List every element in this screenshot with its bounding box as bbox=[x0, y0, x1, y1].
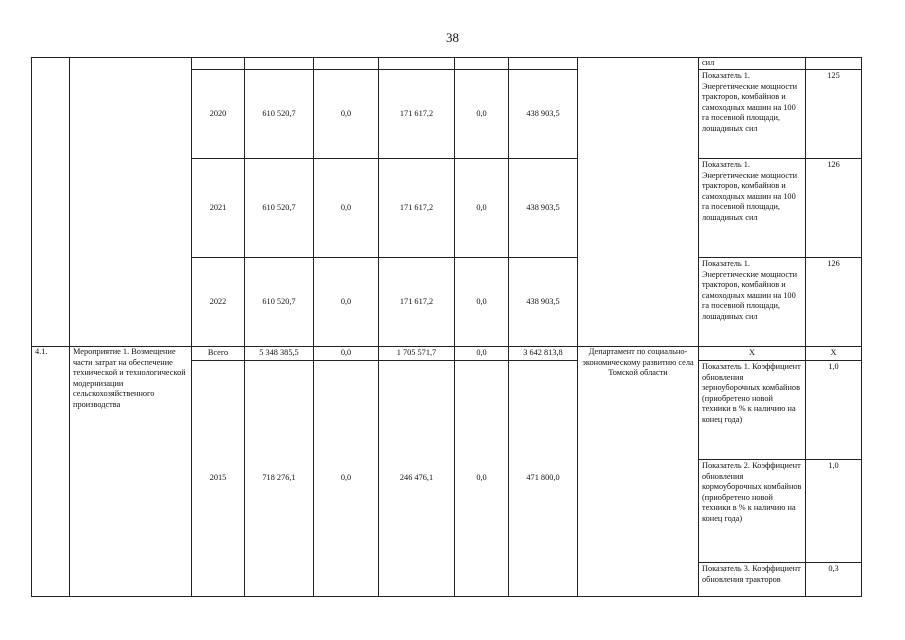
regional-cell: 246 476,1 bbox=[379, 361, 455, 597]
indicator-cell: Х bbox=[699, 347, 806, 361]
value-cell: 0,3 bbox=[806, 563, 862, 597]
value-cell: 126 bbox=[806, 159, 862, 258]
value-cell: Х bbox=[806, 347, 862, 361]
extra-cell: 3 642 813,8 bbox=[509, 347, 578, 361]
regional-cell: 171 617,2 bbox=[379, 258, 455, 347]
program-table bbox=[31, 57, 862, 597]
table-row bbox=[32, 58, 862, 70]
responsible-cell bbox=[578, 58, 699, 347]
local-cell: 0,0 bbox=[455, 347, 509, 361]
measure-name-cell bbox=[70, 58, 192, 347]
responsible-department: Департамент по социально-экономическому развитию села Томской области bbox=[578, 347, 699, 597]
total-cell: 718 276,1 bbox=[245, 361, 314, 597]
indicator-cell: Показатель 1. Энергетические мощности тракторов, комбайнов и самоходных машин на 100 га посевной площади, лошадиных сил bbox=[699, 70, 806, 159]
year-cell: 2021 bbox=[192, 159, 245, 258]
federal-cell: 0,0 bbox=[314, 361, 379, 597]
value-cell: 126 bbox=[806, 258, 862, 347]
extra-cell bbox=[509, 58, 578, 70]
table-row bbox=[32, 347, 862, 361]
measure-name: Мероприятие 1. Возмещение части затрат на обеспечение технической и технологической модернизации сельскохозяйственного производства bbox=[70, 347, 192, 597]
extra-cell: 471 800,0 bbox=[509, 361, 578, 597]
regional-cell: 1 705 571,7 bbox=[379, 347, 455, 361]
total-cell: 610 520,7 bbox=[245, 159, 314, 258]
regional-cell: 171 617,2 bbox=[379, 159, 455, 258]
local-cell: 0,0 bbox=[455, 258, 509, 347]
regional-cell bbox=[379, 58, 455, 70]
local-cell: 0,0 bbox=[455, 159, 509, 258]
year-cell: 2020 bbox=[192, 70, 245, 159]
year-cell: 2022 bbox=[192, 258, 245, 347]
federal-cell: 0,0 bbox=[314, 159, 379, 258]
value-cell: 1,0 bbox=[806, 460, 862, 563]
total-cell: 610 520,7 bbox=[245, 70, 314, 159]
local-cell: 0,0 bbox=[455, 70, 509, 159]
value-cell bbox=[806, 58, 862, 70]
local-cell: 0,0 bbox=[455, 361, 509, 597]
federal-cell: 0,0 bbox=[314, 347, 379, 361]
federal-cell bbox=[314, 58, 379, 70]
page-number: 38 bbox=[446, 30, 459, 45]
extra-cell: 438 903,5 bbox=[509, 159, 578, 258]
value-cell: 125 bbox=[806, 70, 862, 159]
indicator-cell: Показатель 1. Коэффициент обновления зерноуборочных комбайнов (приобретено новой техники в % к наличию на конец года) bbox=[699, 361, 806, 460]
year-cell: Всего bbox=[192, 347, 245, 361]
indicator-cell: сил bbox=[699, 58, 806, 70]
year-cell bbox=[192, 58, 245, 70]
number-cell bbox=[32, 58, 70, 347]
total-cell bbox=[245, 58, 314, 70]
extra-cell: 438 903,5 bbox=[509, 70, 578, 159]
indicator-cell: Показатель 2. Коэффициент обновления кормоуборочных комбайнов (приобретено новой техники в % к наличию на конец года) bbox=[699, 460, 806, 563]
federal-cell: 0,0 bbox=[314, 70, 379, 159]
regional-cell: 171 617,2 bbox=[379, 70, 455, 159]
year-cell: 2015 bbox=[192, 361, 245, 597]
measure-number: 4.1. bbox=[32, 347, 70, 597]
local-cell bbox=[455, 58, 509, 70]
extra-cell: 438 903,5 bbox=[509, 258, 578, 347]
federal-cell: 0,0 bbox=[314, 258, 379, 347]
indicator-cell: Показатель 1. Энергетические мощности тракторов, комбайнов и самоходных машин на 100 га посевной площади, лошадиных сил bbox=[699, 159, 806, 258]
total-cell: 610 520,7 bbox=[245, 258, 314, 347]
value-cell: 1,0 bbox=[806, 361, 862, 460]
indicator-cell: Показатель 1. Энергетические мощности тракторов, комбайнов и самоходных машин на 100 га посевной площади, лошадиных сил bbox=[699, 258, 806, 347]
total-cell: 5 348 385,5 bbox=[245, 347, 314, 361]
indicator-cell: Показатель 3. Коэффициент обновления тракторов bbox=[699, 563, 806, 597]
